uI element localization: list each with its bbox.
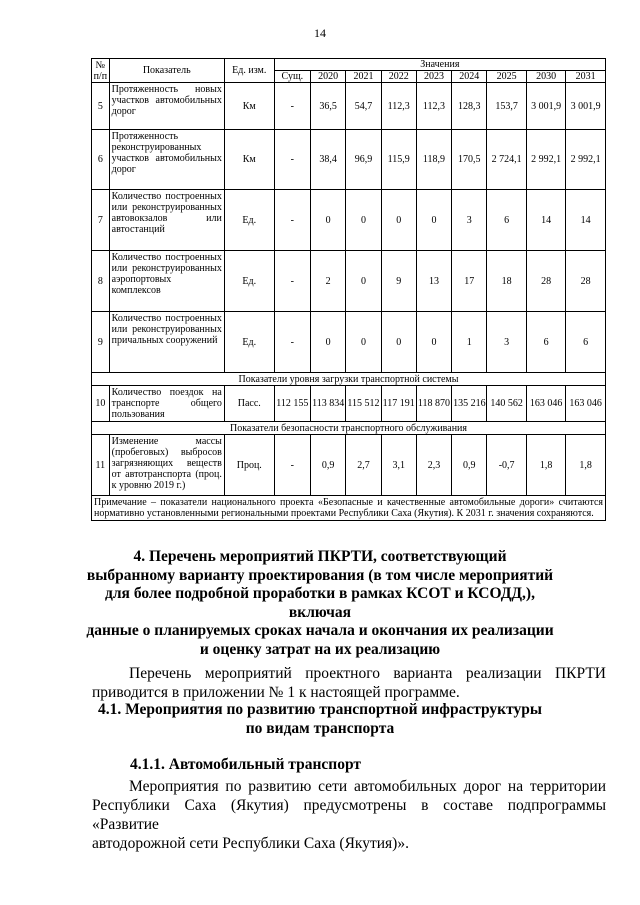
unit-cell: Проц.	[224, 435, 274, 496]
section-4-1-title-line: по видам транспорта	[245, 719, 395, 737]
paragraph-2	[92, 777, 606, 853]
year-header: 2031	[566, 71, 606, 83]
paragraph-2-line: Республики Саха (Якутия) предусмотрены в составе подпрограммы «Развитие	[92, 797, 606, 833]
section-4-title-line: 4. Перечень мероприятий ПКРТИ, соответствующий	[133, 548, 507, 565]
value-cell: 112 155	[274, 386, 310, 422]
value-cell: 118 870	[416, 386, 451, 422]
value-cell: 2	[311, 251, 346, 312]
unit-cell: Ед.	[224, 251, 274, 312]
value-cell: 0	[346, 251, 381, 312]
value-cell: -0,7	[487, 435, 526, 496]
paragraph-2-line: Мероприятия по развитию сети автомобильных дорог на территории	[129, 778, 606, 795]
indicator-name-cell: Количество поездок на транспорте общего пользования	[109, 386, 224, 422]
value-cell: 2,7	[346, 435, 381, 496]
value-cell: 17	[452, 251, 487, 312]
year-header: 2022	[381, 71, 416, 83]
value-cell: 115 512	[346, 386, 381, 422]
value-cell: -	[274, 83, 310, 130]
unit-cell: Км	[224, 130, 274, 190]
year-header: 2030	[526, 71, 565, 83]
table-row	[92, 312, 606, 373]
indicator-name-cell: Количество построенных или реконструированных автовокзалов или автостанций	[109, 190, 224, 251]
indicator-name-cell: Изменение массы (пробеговых) выбросов загрязняющих веществ от автотранспорта (проц. к уровню 2019 г.)	[109, 435, 224, 496]
value-cell: 135 216	[452, 386, 487, 422]
year-header: 2024	[452, 71, 487, 83]
table-note: Примечание – показатели национального проекта «Безопасные и качественные автомобильные дороги» считаются нормативно установленными региональными проектами Республики Саха (Якутия). К 2031 г. значения сохраняются.	[92, 496, 606, 521]
value-cell: 0	[416, 190, 451, 251]
section-4-title-line: и оценку затрат на их реализацию	[199, 640, 441, 658]
value-cell: 0	[311, 190, 346, 251]
indicator-name-cell: Протяженность новых участков автомобильных дорог	[109, 83, 224, 130]
value-cell: 112,3	[381, 83, 416, 130]
value-cell: 140 562	[487, 386, 526, 422]
value-cell: 2 724,1	[487, 130, 526, 190]
paragraph-2-line: автодорожной сети Республики Саха (Якутия)».	[92, 835, 409, 852]
year-header: 2021	[346, 71, 381, 83]
value-cell: 18	[487, 251, 526, 312]
paragraph-1-line: приводится в приложении № 1 к настоящей программе.	[92, 684, 460, 701]
value-cell: 9	[381, 251, 416, 312]
value-cell: 38,4	[311, 130, 346, 190]
value-cell: 0,9	[311, 435, 346, 496]
table-row	[92, 435, 606, 496]
paragraph-1-line: Перечень мероприятий проектного варианта реализации ПКРТИ	[129, 665, 606, 682]
value-cell: 36,5	[311, 83, 346, 130]
value-cell: 0	[346, 190, 381, 251]
value-cell: 115,9	[381, 130, 416, 190]
unit-cell: Ед.	[224, 312, 274, 373]
value-cell: 13	[416, 251, 451, 312]
year-header: 2023	[416, 71, 451, 83]
section-4-title-line: выбранному варианту проектирования (в том числе мероприятий	[86, 566, 554, 584]
row-number-cell: 6	[92, 130, 110, 190]
value-cell: 6	[566, 312, 606, 373]
value-cell: 28	[566, 251, 606, 312]
table-row	[92, 386, 606, 422]
col-header-values: Значения	[274, 59, 605, 71]
unit-cell: Пасс.	[224, 386, 274, 422]
value-cell: 28	[526, 251, 565, 312]
value-cell: 1	[452, 312, 487, 373]
col-header-number: № п/п	[92, 59, 110, 83]
row-number-cell: 11	[92, 435, 110, 496]
table-row	[92, 83, 606, 130]
value-cell: 0	[381, 190, 416, 251]
value-cell: 6	[526, 312, 565, 373]
col-header-indicator: Показатель	[109, 59, 224, 83]
row-number-cell: 10	[92, 386, 110, 422]
value-cell: 54,7	[346, 83, 381, 130]
value-cell: 3	[487, 312, 526, 373]
value-cell: 1,8	[566, 435, 606, 496]
row-number-cell: 9	[92, 312, 110, 373]
value-cell: 163 046	[566, 386, 606, 422]
indicator-name-cell: Количество построенных или реконструированных причальных сооружений	[109, 312, 224, 373]
section-4-1-title	[80, 701, 560, 738]
indicators-table	[91, 58, 606, 521]
value-cell: -	[274, 190, 310, 251]
value-cell: 96,9	[346, 130, 381, 190]
value-cell: -	[274, 130, 310, 190]
value-cell: 3,1	[381, 435, 416, 496]
value-cell: -	[274, 435, 310, 496]
value-cell: 1,8	[526, 435, 565, 496]
value-cell: 163 046	[526, 386, 565, 422]
section-row-load: Показатели уровня загрузки транспортной системы	[92, 373, 606, 386]
indicator-name-cell: Количество построенных или реконструированных аэропортовых комплексов	[109, 251, 224, 312]
page-number: 14	[314, 26, 326, 40]
value-cell: 14	[526, 190, 565, 251]
value-cell: 113 834	[311, 386, 346, 422]
value-cell: 0	[346, 312, 381, 373]
value-cell: 0	[416, 312, 451, 373]
value-cell: 2,3	[416, 435, 451, 496]
unit-cell: Ед.	[224, 190, 274, 251]
value-cell: 3	[452, 190, 487, 251]
value-cell: 0	[381, 312, 416, 373]
section-row-safety: Показатели безопасности транспортного обслуживания	[92, 422, 606, 435]
table-row	[92, 190, 606, 251]
row-number-cell: 7	[92, 190, 110, 251]
value-cell: 0	[311, 312, 346, 373]
table-row	[92, 130, 606, 190]
value-cell: 153,7	[487, 83, 526, 130]
value-cell: 2 992,1	[566, 130, 606, 190]
row-number-cell: 8	[92, 251, 110, 312]
value-cell: 14	[566, 190, 606, 251]
value-cell: 128,3	[452, 83, 487, 130]
year-header: 2020	[311, 71, 346, 83]
value-cell: 112,3	[416, 83, 451, 130]
value-cell: 3 001,9	[526, 83, 565, 130]
section-4-1-1-title: 4.1.1. Автомобильный транспорт	[130, 756, 362, 773]
indicator-name-cell: Протяженность реконструированных участков автомобильных дорог	[109, 130, 224, 190]
value-cell: -	[274, 312, 310, 373]
table-row	[92, 251, 606, 312]
value-cell: 2 992,1	[526, 130, 565, 190]
unit-cell: Км	[224, 83, 274, 130]
value-cell: -	[274, 251, 310, 312]
value-cell: 6	[487, 190, 526, 251]
year-header: 2025	[487, 71, 526, 83]
section-4-title-line: для более подробной проработки в рамках КСОТ и КСОДД,), включая	[105, 585, 535, 621]
paragraph-1	[92, 664, 606, 702]
value-cell: 117 191	[381, 386, 416, 422]
year-header: Сущ.	[274, 71, 310, 83]
value-cell: 3 001,9	[566, 83, 606, 130]
section-4-title-line: данные о планируемых сроках начала и окончания их реализации	[86, 622, 554, 639]
section-4-1-title-line: 4.1. Мероприятия по развитию транспортной инфраструктуры	[98, 701, 542, 718]
col-header-unit: Ед. изм.	[224, 59, 274, 83]
section-4-title	[80, 548, 560, 659]
row-number-cell: 5	[92, 83, 110, 130]
value-cell: 0,9	[452, 435, 487, 496]
value-cell: 170,5	[452, 130, 487, 190]
value-cell: 118,9	[416, 130, 451, 190]
